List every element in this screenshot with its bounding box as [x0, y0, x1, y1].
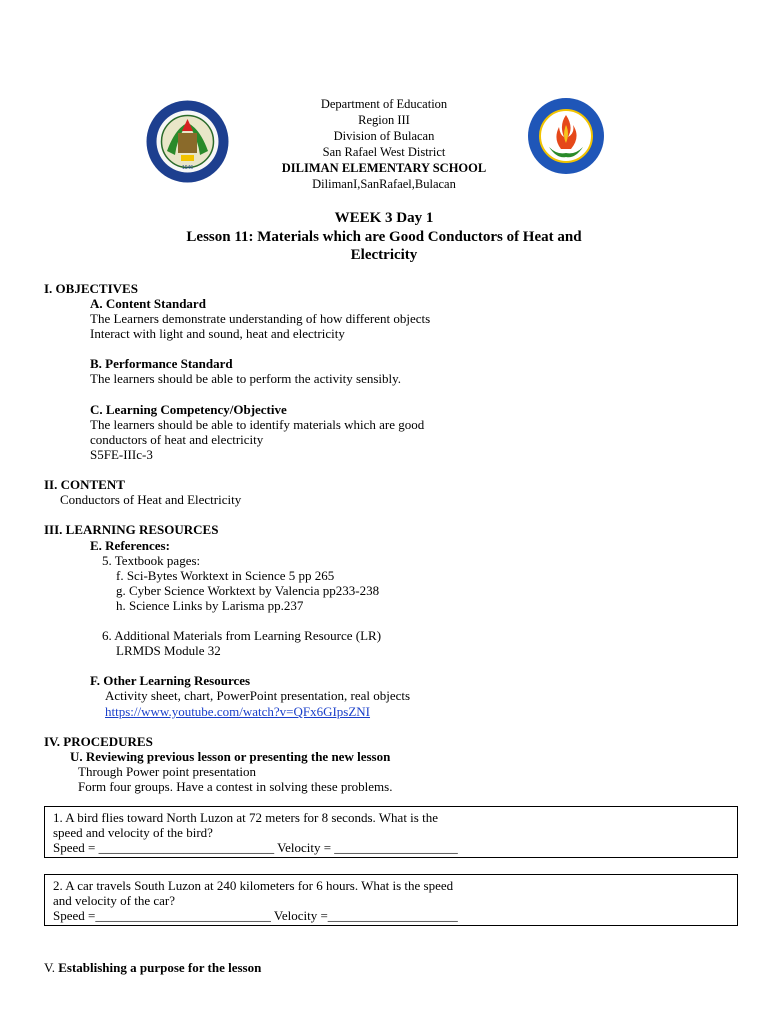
reviewing-heading: U. Reviewing previous lesson or presenting the new lesson: [70, 749, 391, 764]
textbook-label: 5. Textbook pages:: [102, 553, 201, 568]
reviewing-line1: Through Power point presentation: [78, 764, 256, 779]
content-heading: II. CONTENT: [44, 477, 125, 492]
problem2-line2: and velocity of the car?: [53, 893, 175, 908]
lesson-title-line2: Electricity: [350, 247, 418, 263]
other-resources-heading: F. Other Learning Resources: [90, 673, 251, 688]
performance-standard-line1: The learners should be able to perform the activity sensibly.: [90, 371, 402, 386]
competency-line2: conductors of heat and electricity: [90, 432, 264, 447]
content-standard-line2: Interact with light and sound, heat and electricity: [90, 326, 345, 341]
school-address: DilimanI,SanRafael,Bulacan: [312, 177, 456, 191]
problem1-line2: speed and velocity of the bird?: [53, 825, 213, 840]
section-v: [44, 960, 261, 975]
region-name: Region III: [358, 113, 410, 127]
problem1-answer-line: Speed = ___________________________ Velocity = ___________________: [53, 840, 458, 855]
problem2-answer-line: Speed =___________________________ Velocity =____________________: [53, 908, 458, 923]
problem-box-1: [44, 806, 738, 858]
procedures-heading: IV. PROCEDURES: [44, 734, 153, 749]
reference-h: h. Science Links by Larisma pp.237: [116, 598, 304, 613]
problem-box-2: [44, 874, 738, 926]
reviewing-line2: Form four groups. Have a contest in solving these problems.: [78, 779, 393, 794]
section-v-numeral: V.: [44, 960, 55, 975]
content-text: Conductors of Heat and Electricity: [60, 492, 242, 507]
competency-code: S5FE-IIIc-3: [90, 447, 153, 462]
reference-g: g. Cyber Science Worktext by Valencia pp233-238: [116, 583, 380, 598]
competency-line1: The learners should be able to identify materials which are good: [90, 417, 425, 432]
lrmds-module: LRMDS Module 32: [116, 643, 221, 658]
references-heading: E. References:: [90, 538, 170, 553]
objectives-heading: I. OBJECTIVES: [44, 281, 138, 296]
content-standard-line1: The Learners demonstrate understanding of how different objects: [90, 311, 431, 326]
problem2-line1: 2. A car travels South Luzon at 240 kilometers for 6 hours. What is the speed: [53, 878, 454, 893]
section-v-heading: Establishing a purpose for the lesson: [58, 960, 262, 975]
week-title: WEEK 3 Day 1: [334, 210, 434, 226]
problem1-line1: 1. A bird flies toward North Luzon at 72 meters for 8 seconds. What is the: [53, 810, 438, 825]
lesson-title-line1: Lesson 11: Materials which are Good Conductors of Heat and: [186, 229, 582, 245]
reference-f: f. Sci-Bytes Worktext in Science 5 pp 265: [116, 568, 335, 583]
district-name: San Rafael West District: [322, 145, 446, 159]
division-name: Division of Bulacan: [333, 129, 435, 143]
resources-heading: III. LEARNING RESOURCES: [44, 522, 219, 537]
competency-heading: C. Learning Competency/Objective: [90, 402, 287, 417]
other-resources-text: Activity sheet, chart, PowerPoint presentation, real objects: [105, 688, 411, 703]
performance-standard-heading: B. Performance Standard: [90, 356, 233, 371]
dept-name: Department of Education: [320, 97, 448, 111]
svg-text:1946: 1946: [181, 165, 194, 171]
youtube-link[interactable]: https://www.youtube.com/watch?v=QFx6GIpsZNI: [105, 704, 371, 719]
content-standard-heading: A. Content Standard: [90, 296, 206, 311]
school-name: DILIMAN ELEMENTARY SCHOOL: [281, 161, 487, 175]
additional-materials: 6. Additional Materials from Learning Resource (LR): [102, 628, 382, 643]
